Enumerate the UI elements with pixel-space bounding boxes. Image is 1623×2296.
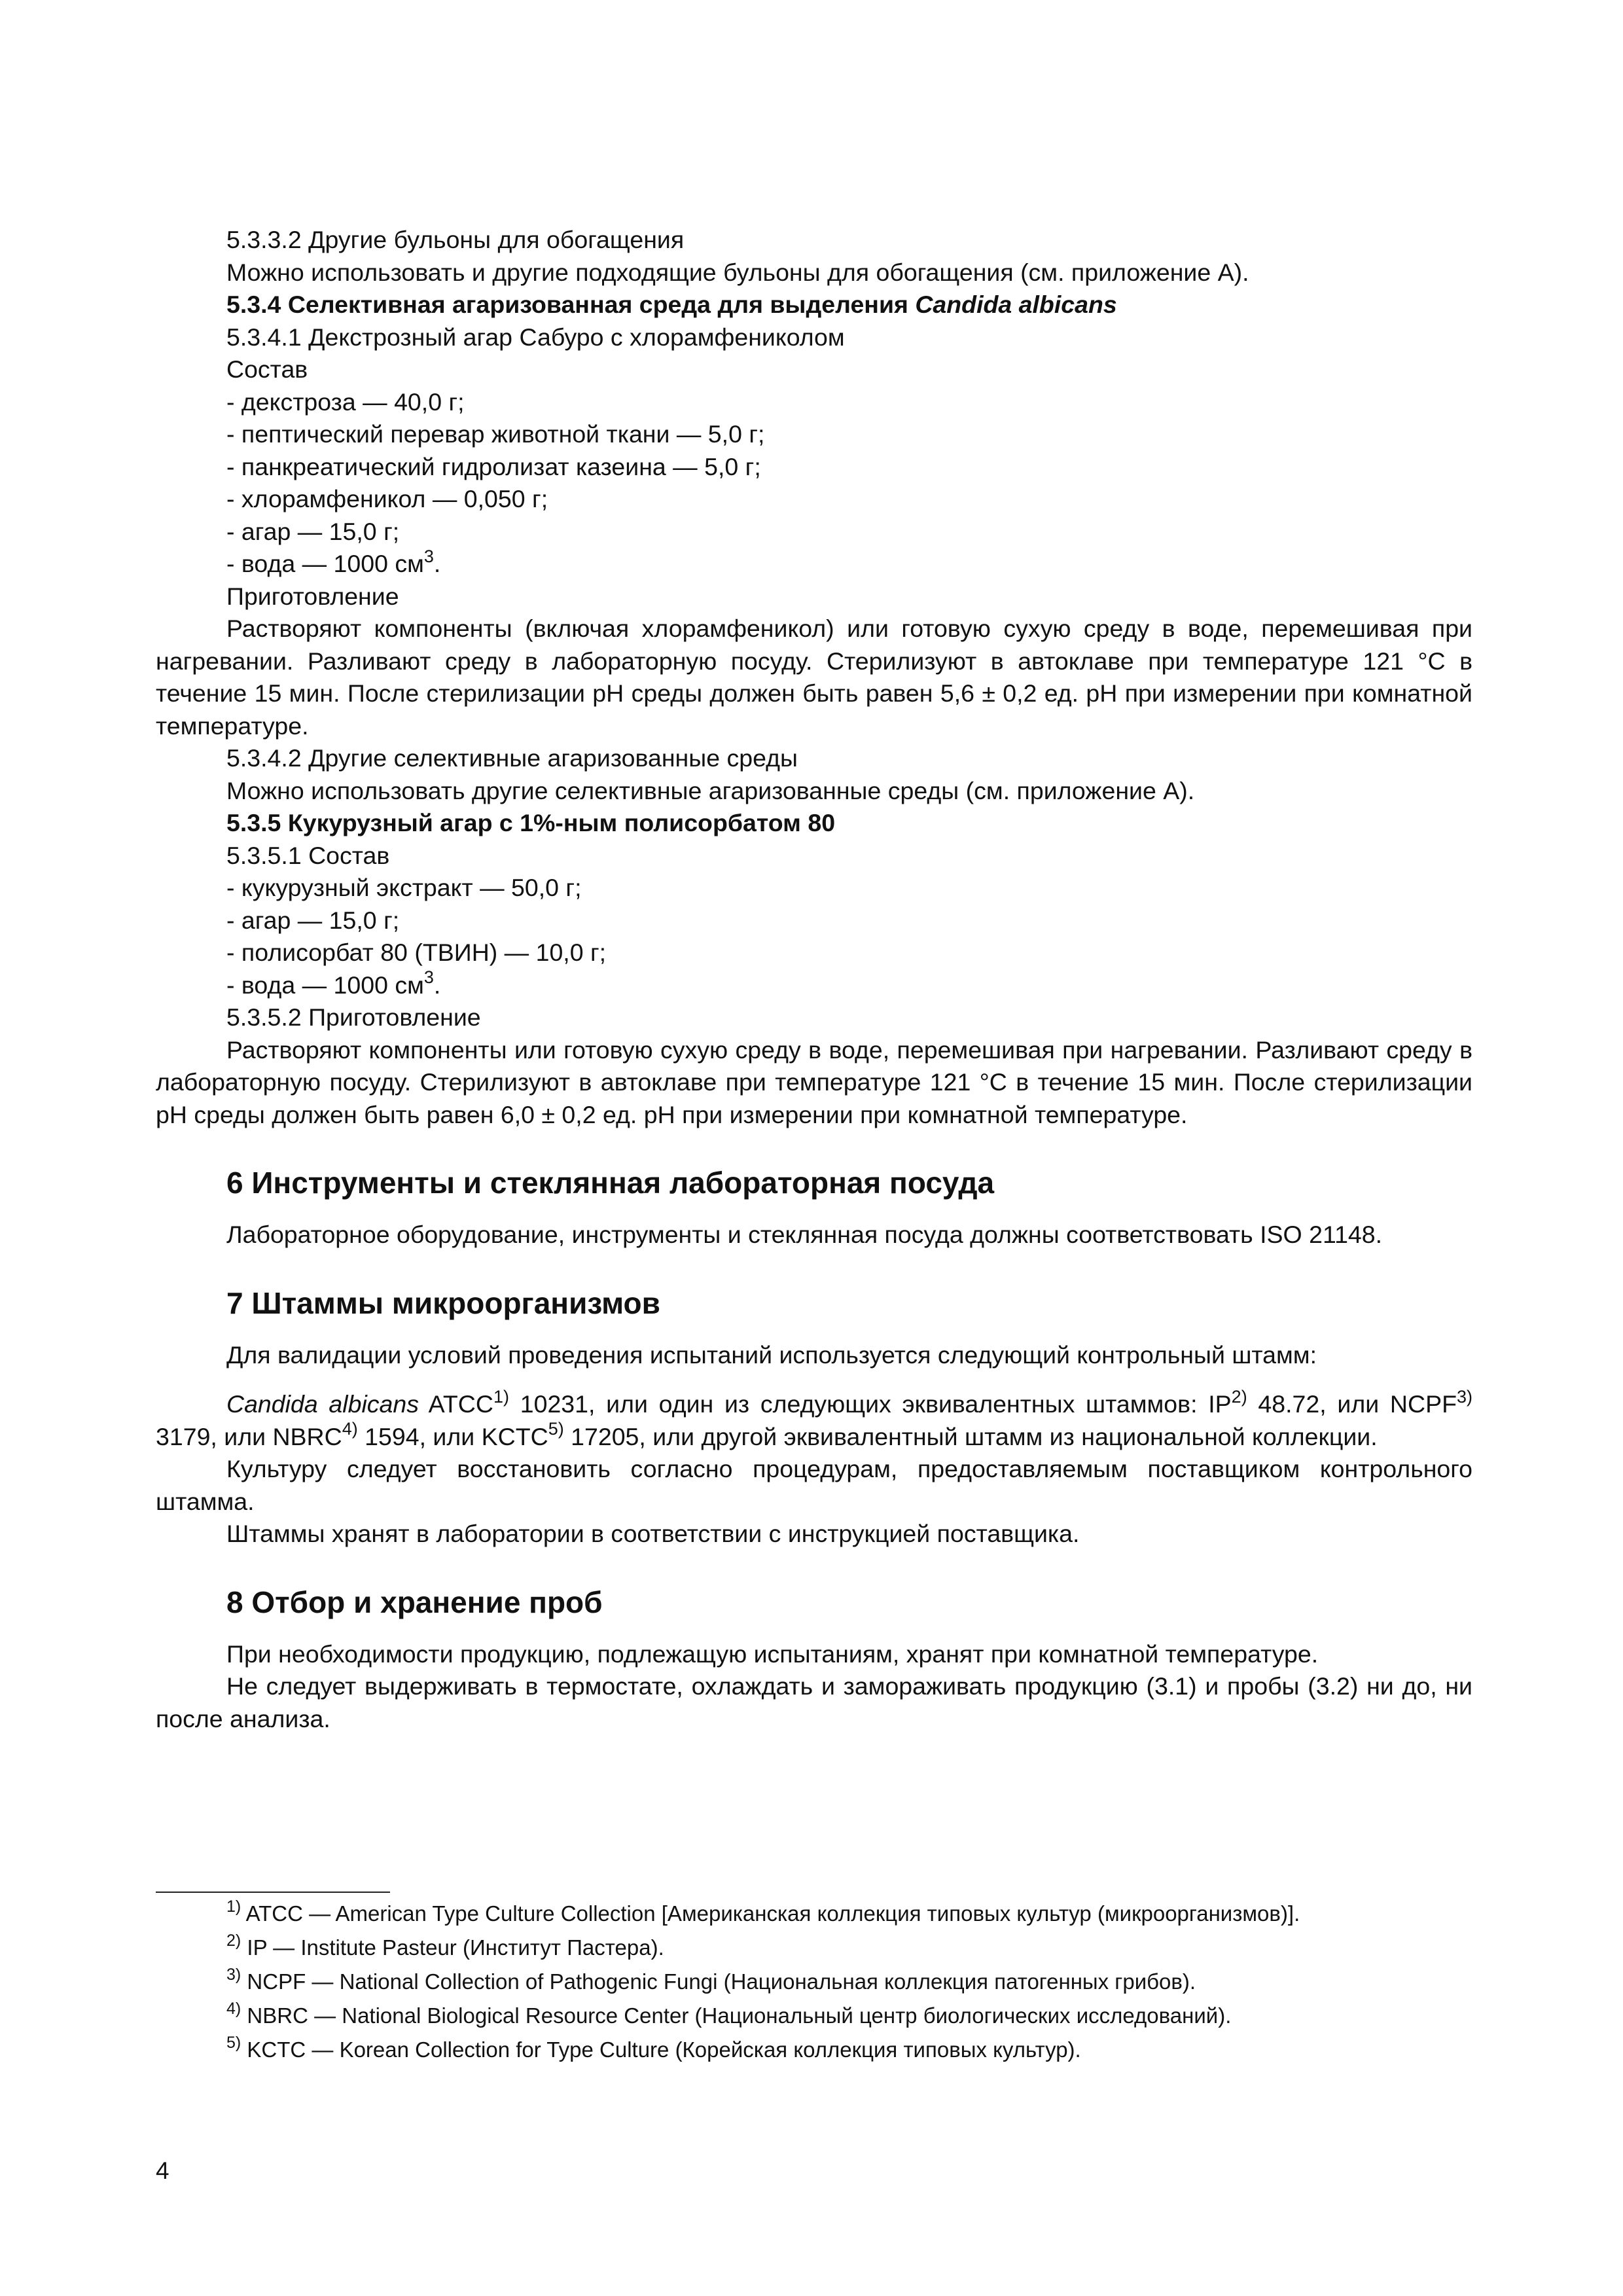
section-heading-8: 8 Отбор и хранение проб <box>226 1585 603 1619</box>
footnote-mark: 4) <box>226 2000 241 2018</box>
list-item: - декстроза — 40,0 г; <box>226 387 465 416</box>
text-run: 3179, или NBRC <box>156 1422 342 1450</box>
footnote-mark: 3) <box>226 1965 241 1984</box>
list-item: - пептический перевар животной ткани — 5,0 г; <box>226 420 765 448</box>
text-run: 10231, или один из следующих эквивалентных штаммов: IP <box>509 1390 1232 1418</box>
list-item-water <box>156 969 1472 1002</box>
footnote-text: ATCC — American Type Culture Collection [Американская коллекция типовых культур (микроорганизмов)]. <box>241 1901 1300 1926</box>
text-run: 17205, или другой эквивалентный штамм из национальной коллекции. <box>563 1422 1378 1450</box>
footnote-mark: 1) <box>226 1897 241 1916</box>
composition-label: Состав <box>226 355 308 383</box>
footnote-ref: 1) <box>493 1386 509 1407</box>
list-item: - агар — 15,0 г; <box>226 517 400 545</box>
main-content <box>156 224 1472 1735</box>
paragraph-sampling-2: Не следует выдерживать в термостате, охлаждать и замораживать продукцию (3.1) и пробы (3.2) ни до, ни после анализа. <box>156 1672 1472 1732</box>
footnote-ref: 2) <box>1231 1386 1247 1407</box>
section-heading-7: 7 Штаммы микроорганизмов <box>226 1285 660 1320</box>
list-item: - агар — 15,0 г; <box>226 906 400 934</box>
footnote-divider <box>156 1892 390 1893</box>
footnote-mark: 5) <box>226 2034 241 2052</box>
unit-superscript: 3 <box>423 967 434 987</box>
species-name: Candida albicans <box>226 1390 419 1418</box>
water-text: - вода — 1000 см <box>226 971 424 999</box>
text-run: ATCC <box>419 1390 493 1418</box>
list-item: - хлорамфеникол — 0,050 г; <box>226 485 548 512</box>
paragraph-other-selective: Можно использовать другие селективные агаризованные среды (см. приложение А). <box>226 776 1195 804</box>
page-number: 4 <box>156 2157 169 2184</box>
subsection-heading-5-3-3-2: 5.3.3.2 Другие бульоны для обогащения <box>226 226 685 253</box>
subsection-heading-5-3-5-2: 5.3.5.2 Приготовление <box>226 1003 481 1031</box>
water-end: . <box>433 971 441 999</box>
unit-superscript: 3 <box>423 546 434 566</box>
footnote <box>156 1897 1472 1931</box>
section-heading-5-3-4 <box>156 289 1472 321</box>
text-run: 1594, или KCTC <box>357 1422 548 1450</box>
list-item: - кукурузный экстракт — 50,0 г; <box>226 874 582 901</box>
text-run: 48.72, или NCPF <box>1247 1390 1457 1418</box>
footnote-mark: 2) <box>226 1931 241 1950</box>
list-item: - полисорбат 80 (ТВИН) — 10,0 г; <box>226 939 607 966</box>
footnote-text: IP — Institute Pasteur (Институт Пастера). <box>241 1935 664 1960</box>
preparation-paragraph: Растворяют компоненты или готовую сухую среду в воде, перемешивая при нагревании. Разливают среду в лабораторную посуду. Стерилизуют в автоклаве при температуре 121 °С в течение 15 мин. После стерилизации рН среды должен быть равен 6,0 ± 0,2 ед. рН при измерении при комнатной температуре. <box>156 1035 1472 1128</box>
list-item: - панкреатический гидролизат казеина — 5,0 г; <box>226 452 761 480</box>
section-heading-5-3-5: 5.3.5 Кукурузный агар с 1%-ным полисорбатом 80 <box>226 809 836 836</box>
paragraph-restore: Культуру следует восстановить согласно процедурам, предоставляемым поставщиком контрольного штамма. <box>156 1455 1472 1515</box>
paragraph-validation-intro: Для валидации условий проведения испытаний используется следующий контрольный штамм: <box>226 1340 1317 1369</box>
footnote-text: NBRC — National Biological Resource Center (Национальный центр биологических исследований). <box>241 2003 1232 2028</box>
footnote-text: KCTC — Korean Collection for Type Culture (Корейская коллекция типовых культур). <box>241 2037 1081 2062</box>
footnote-ref: 5) <box>548 1419 564 1439</box>
paragraph-strains <box>156 1388 1472 1453</box>
paragraph-other-broths: Можно использовать и другие подходящие бульоны для обогащения (см. приложение А). <box>226 258 1249 286</box>
water-text: - вода — 1000 см <box>226 550 424 577</box>
subsection-heading-5-3-5-1: 5.3.5.1 Состав <box>226 841 390 869</box>
footnote-ref: 3) <box>1457 1386 1473 1407</box>
list-item-water <box>156 548 1472 581</box>
heading-text: 5.3.4 Селективная агаризованная среда для выделения <box>226 291 916 318</box>
footnotes <box>156 1897 1472 2067</box>
footnote <box>156 1999 1472 2033</box>
preparation-label: Приготовление <box>226 582 399 610</box>
water-end: . <box>433 550 441 577</box>
section-heading-6: 6 Инструменты и стеклянная лабораторная посуда <box>226 1166 995 1200</box>
subsection-heading-5-3-4-2: 5.3.4.2 Другие селективные агаризованные среды <box>226 744 798 772</box>
paragraph-sampling-1: При необходимости продукцию, подлежащую испытаниям, хранят при комнатной температуре. <box>226 1640 1319 1668</box>
paragraph-equipment: Лабораторное оборудование, инструменты и стеклянная посуда должны соответствовать ISO 21148. <box>226 1221 1383 1248</box>
footnote-ref: 4) <box>342 1419 358 1439</box>
subsection-heading-5-3-4-1: 5.3.4.1 Декстрозный агар Сабуро с хлорамфениколом <box>226 323 845 351</box>
footnote <box>156 1965 1472 1999</box>
heading-species: Candida albicans <box>915 291 1117 318</box>
footnote <box>156 2033 1472 2067</box>
footnote-text: NCPF — National Collection of Pathogenic Fungi (Национальная коллекция патогенных грибов). <box>241 1969 1196 1994</box>
preparation-paragraph: Растворяют компоненты (включая хлорамфеникол) или готовую сухую среду в воде, перемешивая при нагревании. Разливают среду в лабораторную посуду. Стерилизуют в автоклаве при температуре 121 °С в течение 15 мин. После стерилизации рН среды должен быть равен 5,6 ± 0,2 ед. рН при измерении при комнатной температуре. <box>156 615 1472 740</box>
paragraph-storage: Штаммы хранят в лаборатории в соответствии с инструкцией поставщика. <box>226 1520 1080 1547</box>
footnote <box>156 1931 1472 1965</box>
